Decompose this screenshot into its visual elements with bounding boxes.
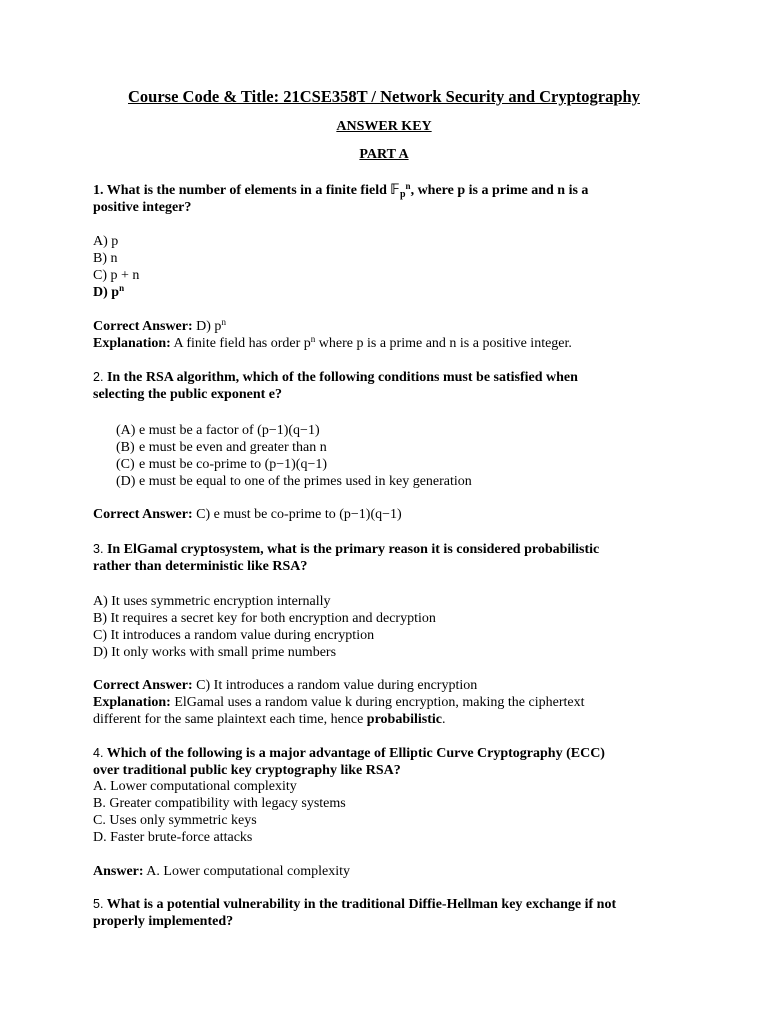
q2-option-d [116, 473, 472, 490]
explanation-text-cont: where p is a prime and n is a positive integer. [318, 336, 572, 351]
correct-answer-label: Correct Answer: [93, 678, 193, 693]
q4-option-c: C. Uses only symmetric keys [93, 813, 257, 828]
question-text: In ElGamal cryptosystem, what is the primary reason it is considered probabilistic [106, 542, 600, 557]
correct-answer-sup: n [221, 317, 226, 327]
finite-field-symbol: 𝔽 [390, 182, 400, 198]
option-text: e must be a factor of (p−1)(q−1) [139, 423, 320, 438]
answer-label: Answer: [93, 864, 144, 879]
question-number: 4. [93, 746, 104, 760]
correct-answer-label: Correct Answer: [93, 319, 193, 334]
question-3-line-2: rather than deterministic like RSA? [93, 559, 308, 574]
explanation-text: ElGamal uses a random value k during encryption, making the ciphertext [174, 695, 585, 710]
explanation-text: A finite field has order p [173, 336, 311, 351]
option-d-sup: n [119, 283, 125, 293]
question-4-line-2: over traditional public key cryptography like RSA? [93, 763, 401, 778]
explanation-end: . [442, 712, 446, 727]
correct-answer-value: C) It introduces a random value during encryption [196, 678, 478, 693]
explanation-label: Explanation: [93, 695, 171, 710]
q4-option-d: D. Faster brute-force attacks [93, 830, 253, 845]
q3-option-b: B) It requires a secret key for both encryption and decryption [93, 611, 436, 626]
question-1-line-2: positive integer? [93, 200, 192, 215]
q3-option-a: A) It uses symmetric encryption internally [93, 594, 331, 609]
option-text: e must be even and greater than n [139, 440, 327, 455]
q3-explanation-line-2 [93, 711, 446, 728]
q3-correct-answer [93, 677, 477, 694]
page-title: Course Code & Title: 21CSE358T / Network Security and Cryptography [128, 87, 640, 106]
question-number: 1. [93, 183, 104, 198]
question-3 [93, 541, 599, 558]
option-text: e must be equal to one of the primes used in key generation [139, 474, 472, 489]
option-b: B) n [93, 251, 118, 266]
question-number: 5. [93, 897, 104, 911]
option-label: (C) [116, 457, 135, 472]
option-d [93, 284, 124, 301]
question-number: 2. [93, 370, 104, 384]
question-text-cont: , where p is a prime and n is a [410, 183, 589, 198]
correct-answer-label: Correct Answer: [93, 507, 193, 522]
option-label: (B) [116, 440, 135, 455]
explanation-text-cont: different for the same plaintext each time, hence [93, 712, 364, 727]
part-heading: PART A [359, 147, 409, 162]
question-number: 3. [93, 542, 104, 556]
option-label: (D) [116, 474, 136, 489]
question-text: Which of the following is a major advantage of Elliptic Curve Cryptography (ECC) [106, 746, 605, 761]
q2-option-c [116, 456, 327, 473]
question-text: In the RSA algorithm, which of the following conditions must be satisfied when [106, 370, 578, 385]
q2-correct-answer [93, 506, 402, 523]
explanation-label: Explanation: [93, 336, 171, 351]
option-a: A) p [93, 234, 119, 249]
q3-option-d: D) It only works with small prime numbers [93, 645, 337, 660]
q2-option-a [116, 422, 320, 439]
q1-explanation [93, 335, 572, 352]
question-text: What is the number of elements in a finite field [106, 183, 387, 198]
q4-option-b: B. Greater compatibility with legacy systems [93, 796, 346, 811]
correct-answer-value: C) e must be co-prime to (p−1)(q−1) [196, 507, 402, 522]
explanation-bold: probabilistic [366, 712, 442, 727]
question-5-line-2: properly implemented? [93, 914, 234, 929]
q4-option-a: A. Lower computational complexity [93, 779, 297, 794]
answer-key-heading: ANSWER KEY [336, 119, 432, 134]
option-d-label: D) p [93, 285, 120, 300]
option-label: (A) [116, 423, 136, 438]
option-text: e must be co-prime to (p−1)(q−1) [139, 457, 328, 472]
answer-value: A. Lower computational complexity [146, 864, 351, 879]
question-5 [93, 896, 616, 913]
question-2-line-2: selecting the public exponent e? [93, 387, 282, 402]
field-subscript: p [399, 189, 406, 200]
question-2 [93, 369, 578, 386]
option-c: C) p + n [93, 268, 140, 283]
q3-option-c: C) It introduces a random value during encryption [93, 628, 375, 643]
q3-explanation [93, 694, 584, 711]
q2-option-b [116, 439, 327, 456]
explanation-sup: n [310, 334, 316, 344]
question-4 [93, 745, 605, 762]
question-text: What is a potential vulnerability in the traditional Diffie-Hellman key exchange if not [106, 897, 617, 912]
correct-answer-value: D) p [196, 319, 222, 334]
q4-answer [93, 863, 350, 880]
q1-correct-answer [93, 318, 226, 335]
field-superscript: n [405, 181, 411, 191]
